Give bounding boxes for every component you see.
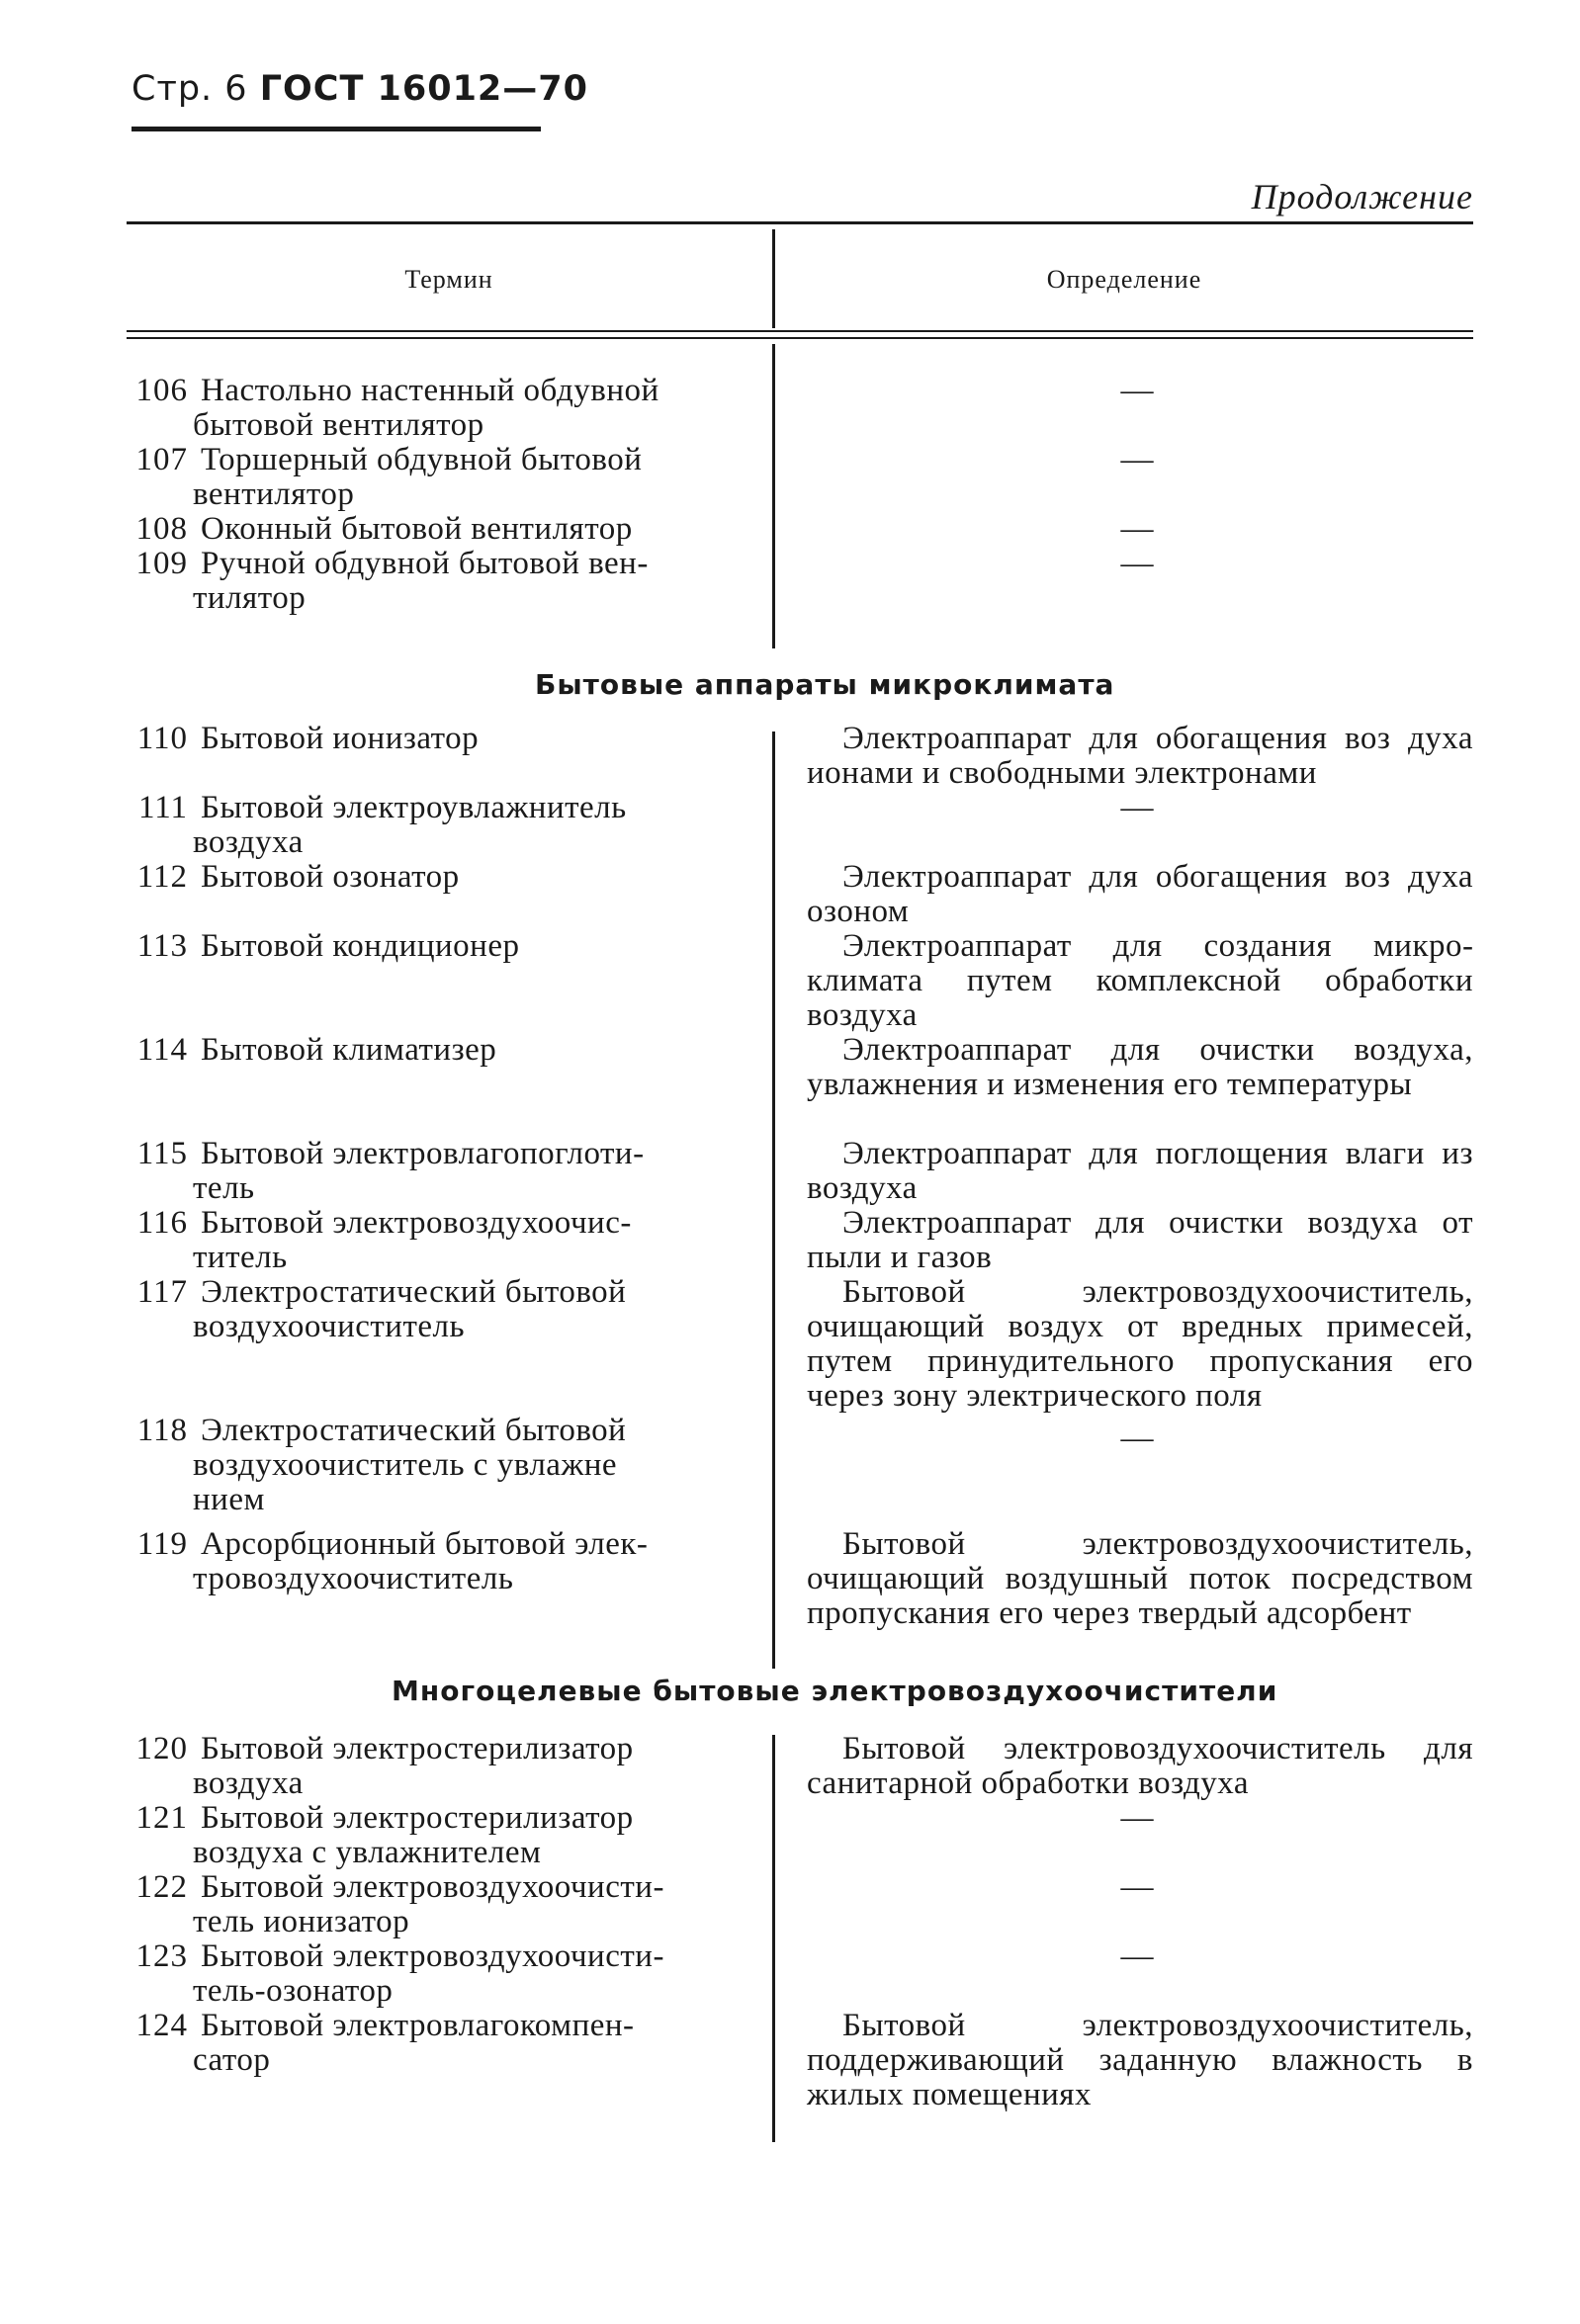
header-rule-lower (127, 337, 1473, 339)
definition-text: Бытовой электровоздухоочиститель, очищающий воздух от вредных примесей, путем принудительного пропускания его через зону электрического поля (807, 1274, 1473, 1414)
term-text: Бытовой электровлагопоглоти- тель (193, 1136, 645, 1206)
term-text: Бытовой электровоздухоочис- титель (193, 1205, 632, 1275)
term-number: 107 (135, 442, 188, 477)
definition-text: Электроаппарат для очистки воздуха, увлажнения и изменения его температуры (807, 1032, 1473, 1102)
term-number: 109 (135, 546, 188, 581)
page-header (132, 69, 588, 109)
term-text: Бытовой электровлагокомпен- сатор (193, 2008, 635, 2078)
term-number: 123 (135, 1938, 188, 1974)
definition-dash: — (1120, 373, 1154, 408)
term-number: 115 (136, 1136, 188, 1171)
table-top-rule (127, 221, 1473, 224)
term-text: Настольно настенный обдувной бытовой вентилятор (193, 373, 659, 443)
column-divider (772, 344, 775, 648)
definition-dash: — (1120, 511, 1154, 547)
header-underline (132, 127, 541, 131)
term-text: Электростатический бытовой воздухоочиститель с увлажне нием (193, 1413, 627, 1517)
column-divider (772, 229, 775, 328)
definition-text: Бытовой электровоздухоочиститель для санитарной обработки воздуха (807, 1731, 1473, 1801)
term-text: Бытовой ионизатор (201, 721, 480, 756)
term-number: 118 (136, 1413, 188, 1448)
definition-dash: — (1120, 1869, 1154, 1905)
section-heading-multipurpose: Многоцелевые бытовые электровоздухоочистители (392, 1675, 1278, 1707)
column-header-term: Термин (404, 265, 493, 294)
term-text: Оконный бытовой вентилятор (201, 511, 633, 547)
term-text: Бытовой электроувлажнитель воздуха (193, 790, 627, 860)
term-number: 111 (137, 790, 188, 825)
definition-dash: — (1120, 442, 1154, 477)
term-number: 113 (136, 928, 188, 964)
definition-text: Электроаппарат для создания микроклимата путем комплексной обработки воздуха (807, 928, 1473, 1033)
term-text: Бытовой кондиционер (201, 928, 520, 964)
term-number: 122 (135, 1869, 188, 1905)
standard-title: ГОСТ 16012—70 (259, 69, 588, 109)
definition-text: Электроаппарат для обогащения воз духа ионами и свободными электронами (807, 721, 1473, 791)
definition-text: Бытовой электровоздухоочиститель, поддерживающий заданную влажность в жилых помещениях (807, 2008, 1473, 2112)
definition-text: Электроаппарат для очистки воздуха от пыли и газов (807, 1205, 1473, 1275)
definition-dash: — (1120, 1800, 1154, 1836)
definition-text: Электроаппарат для поглощения влаги из воздуха (807, 1136, 1473, 1206)
continued-label: Продолжение (1251, 177, 1473, 216)
header-rule-upper (127, 330, 1473, 332)
page-number: Стр. 6 (132, 69, 248, 109)
definition-dash: — (1120, 1420, 1154, 1456)
term-text: Бытовой электровоздухоочисти- тель-озонатор (193, 1938, 664, 2009)
section-heading-microclimate: Бытовые аппараты микроклимата (535, 668, 1115, 701)
term-text: Бытовой электровоздухоочисти- тель ионизатор (193, 1869, 664, 1939)
term-number: 106 (135, 373, 188, 408)
term-number: 116 (136, 1205, 188, 1241)
column-header-definition: Определение (1046, 265, 1202, 294)
definition-text: Бытовой электровоздухоочиститель, очищающий воздушный поток посредством пропускания его через твердый адсорбент (807, 1526, 1473, 1631)
term-number: 117 (136, 1274, 188, 1310)
definition-text: Электроаппарат для обогащения воз духа озоном (807, 859, 1473, 929)
definition-dash: — (1120, 546, 1154, 581)
term-number: 114 (136, 1032, 188, 1068)
column-divider (772, 732, 775, 1669)
term-text: Бытовой электростерилизатор воздуха с увлажнителем (193, 1800, 634, 1870)
term-number: 124 (135, 2008, 188, 2043)
term-text: Бытовой электростерилизатор воздуха (193, 1731, 634, 1801)
term-number: 108 (135, 511, 188, 547)
term-text: Бытовой климатизер (201, 1032, 497, 1068)
term-number: 112 (136, 859, 188, 895)
term-text: Ручной обдувной бытовой вен- тилятор (193, 546, 649, 616)
column-divider (772, 1735, 775, 2142)
definition-dash: — (1120, 1938, 1154, 1974)
term-number: 120 (135, 1731, 188, 1766)
term-text: Электростатический бытовой воздухоочиститель (193, 1274, 627, 1344)
term-number: 110 (136, 721, 188, 756)
term-number: 119 (136, 1526, 188, 1562)
term-text: Арсорбционный бытовой элек- тровоздухоочиститель (193, 1526, 649, 1596)
term-text: Торшерный обдувной бытовой вентилятор (193, 442, 643, 512)
term-text: Бытовой озонатор (201, 859, 460, 895)
term-number: 121 (135, 1800, 188, 1836)
definition-dash: — (1120, 790, 1154, 825)
